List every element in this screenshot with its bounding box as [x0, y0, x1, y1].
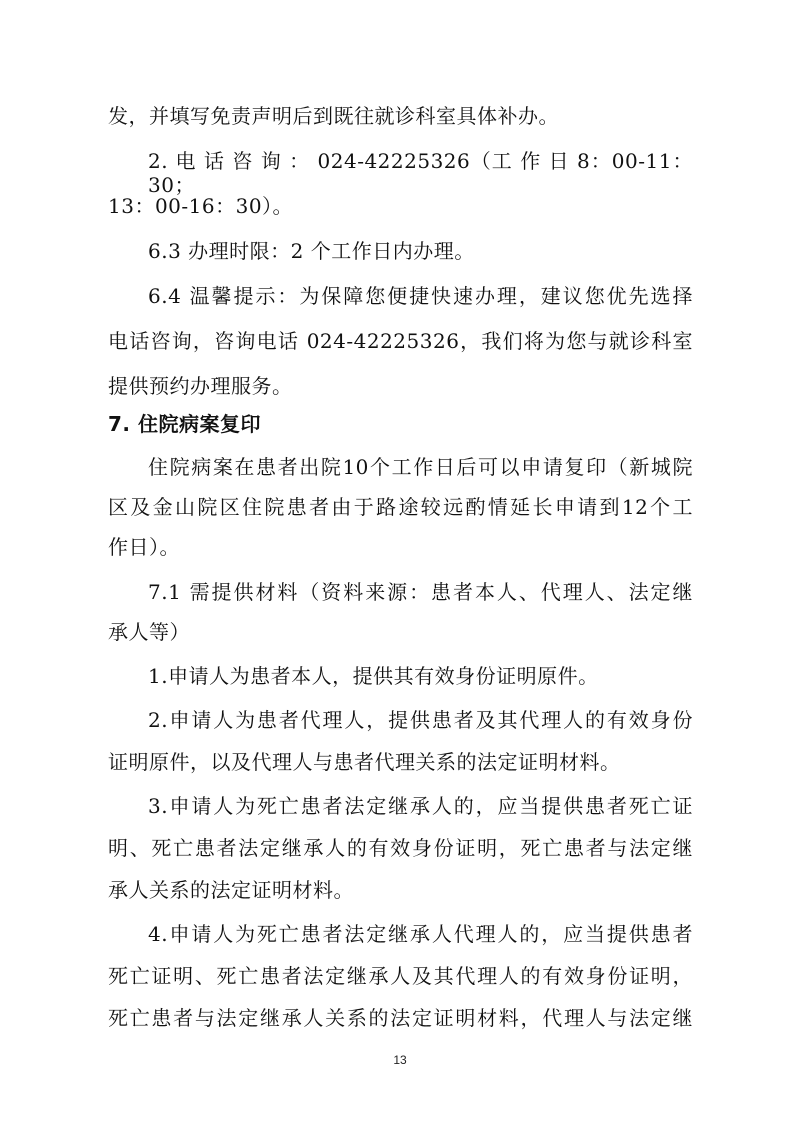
body-text-line: 6.4 温馨提示：为保障您便捷快速办理，建议您优先选择	[148, 284, 693, 308]
body-text-line: 承人等）	[108, 620, 190, 644]
body-text-line: 4.申请人为死亡患者法定继承人代理人的，应当提供患者	[148, 922, 693, 946]
body-text-line: 6.3 办理时限：2 个工作日内办理。	[148, 239, 475, 263]
body-text-line: 死亡患者与法定继承人关系的法定证明材料，代理人与法定继	[108, 1006, 693, 1030]
body-text-line: 提供预约办理服务。	[108, 374, 293, 398]
body-text-line: 死亡证明、死亡患者法定继承人及其代理人的有效身份证明，	[108, 964, 693, 988]
body-text-line: 7.1 需提供材料（资料来源：患者本人、代理人、法定继	[148, 580, 693, 604]
section-heading: 7. 住院病案复印	[108, 412, 261, 436]
body-text-line: 作日）。	[108, 535, 180, 559]
body-text-line: 13：00-16：30）。	[108, 194, 294, 218]
body-text-line: 3.申请人为死亡患者法定继承人的，应当提供患者死亡证	[148, 794, 693, 818]
body-text-line: 承人关系的法定证明材料。	[108, 878, 354, 902]
body-text-line: 发，并填写免责声明后到既往就诊科室具体补办。	[108, 104, 559, 128]
body-text-line: 区及金山院区住院患者由于路途较远酌情延长申请到12个工	[108, 495, 693, 519]
page-number: 13	[393, 1053, 407, 1067]
body-text-line: 2. 电 话 咨 询 ： 024-42225326（工 作 日 8：00-11：30；	[148, 149, 693, 197]
body-text-line: 证明原件，以及代理人与患者代理关系的法定证明材料。	[108, 750, 621, 774]
body-text-line: 1.申请人为患者本人，提供其有效身份证明原件。	[148, 664, 599, 688]
body-text-line: 明、死亡患者法定继承人的有效身份证明，死亡患者与法定继	[108, 836, 693, 860]
body-text-line: 电话咨询，咨询电话 024-42225326，我们将为您与就诊科室	[108, 329, 693, 353]
body-text-line: 住院病案在患者出院10个工作日后可以申请复印（新城院	[148, 455, 693, 479]
body-text-line: 2.申请人为患者代理人，提供患者及其代理人的有效身份	[148, 708, 693, 732]
